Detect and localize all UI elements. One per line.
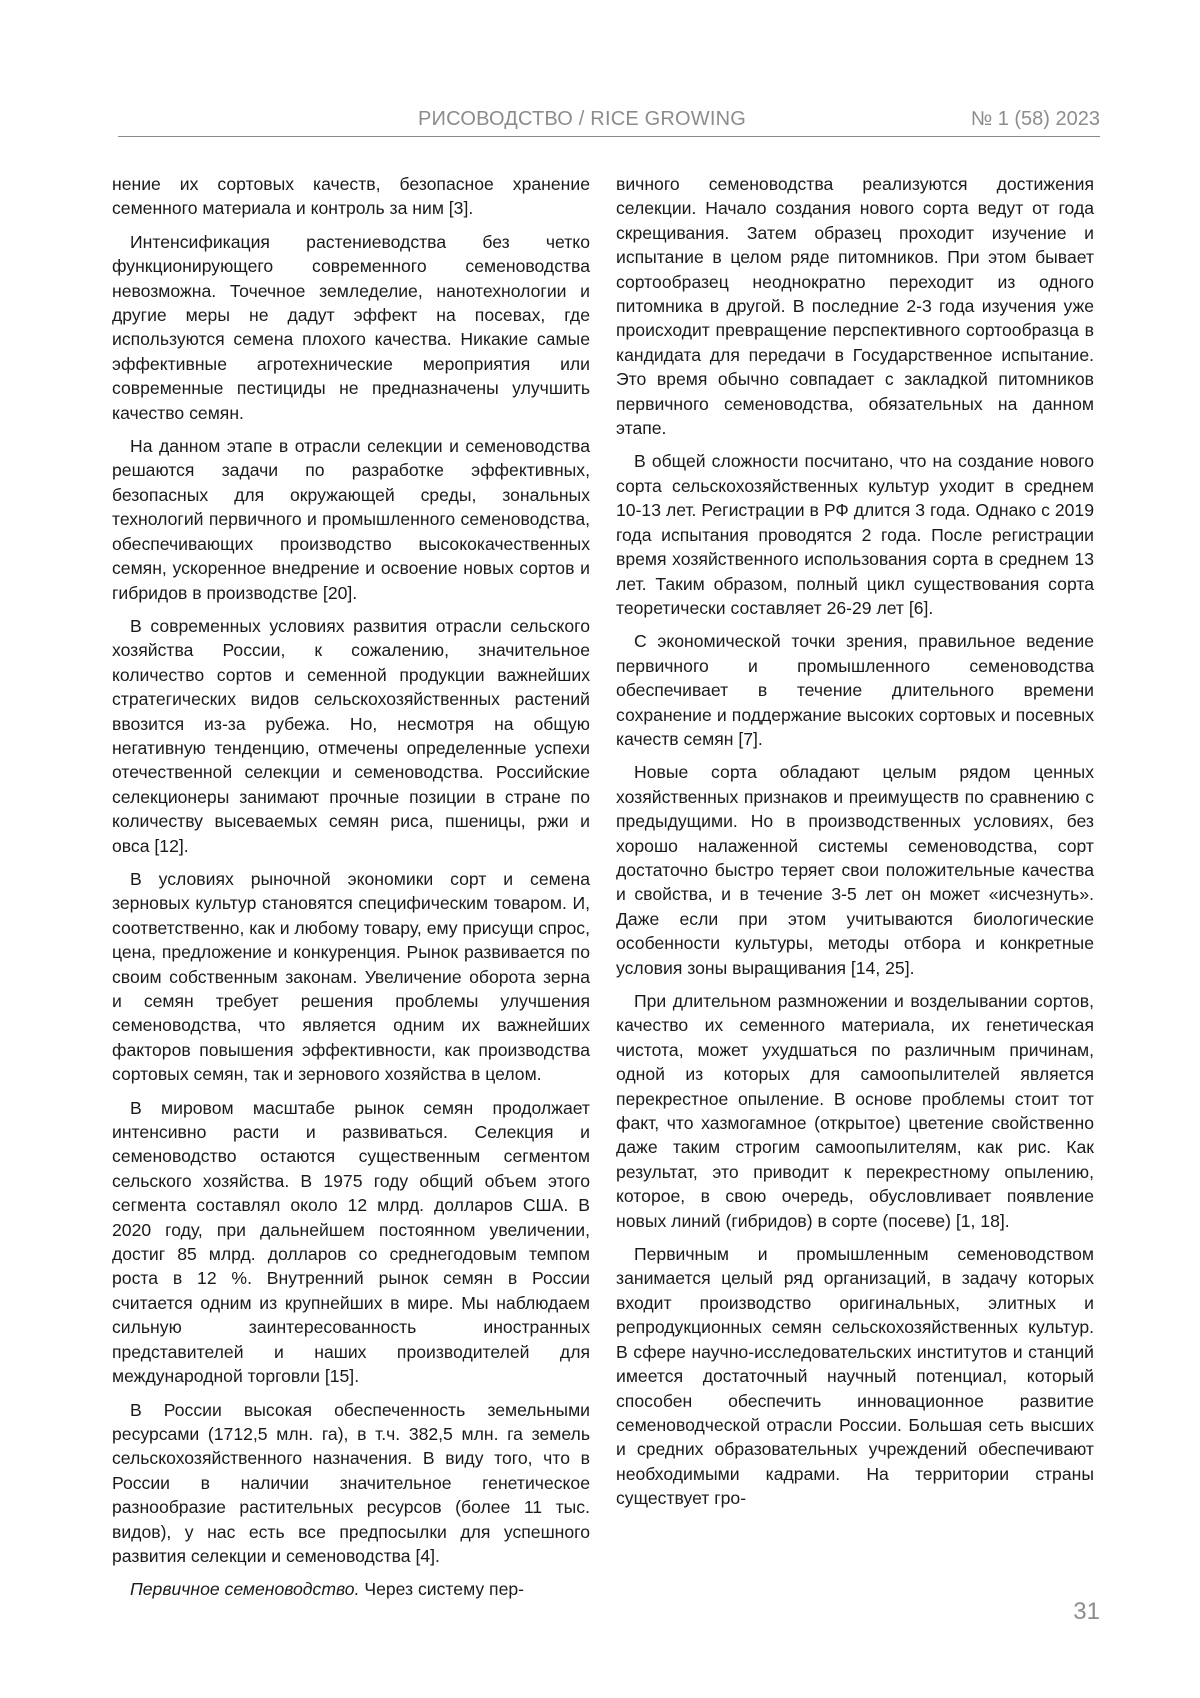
section-paragraph — [112, 1577, 590, 1601]
left-column — [112, 172, 590, 1611]
paragraph: На данном этапе в отрасли селекции и семеноводства решаются задачи по разработке эффективных, безопасных для окружающей среды, зональных технологий первичного и промышленного семеноводства, обеспечивающих производство высококачественных семян, ускоренное внедрение и освоение новых сортов и гибридов в производстве [20]. — [112, 436, 590, 603]
paragraph: В России высокая обеспеченность земельными ресурсами (1712,5 млн. га), в т.ч. 382,5 млн. га земель сельскохозяйственного назначения. В виду того, что в России в наличии значительное генетическое разнообразие растительных ресурсов (более 11 тыс. видов), у нас есть все предпосылки для успешного развития селекции и семеноводства [4]. — [112, 1399, 590, 1566]
paragraph: В условиях рыночной экономики сорт и семена зерновых культур становятся специфическим товаром. И, соответственно, как и любому товару, ему присущи спрос, цена, предложение и конкуренция. Рынок развивается по своим собственным законам. Увеличение оборота зерна и семян требует решения проблемы улучшения семеноводства, что является одним их важнейших факторов повышения эффективности, как производства сортовых семян, так и зернового хозяйства в целом. — [112, 868, 590, 1085]
paragraph: вичного семеноводства реализуются достижения селекции. Начало создания нового сорта ведут от года скрещивания. Затем образец проходит изучение и испытание в целом ряде питомников. При этом бывает сортообразец неоднократно переходит из одного питомника в другой. В последние 2-3 года изучения уже происходит превращение перспективного сортообразца в кандидата для передачи в Государственное испытание. Это время обычно совпадает с закладкой питомников первичного семеноводства, обязательных на данном этапе. — [616, 174, 1094, 439]
section-text: Через систему пер- — [359, 1579, 525, 1600]
paragraph: Новые сорта обладают целым рядом ценных хозяйственных признаков и преимуществ по сравнению с предыдущими. Но в производственных условиях, без хорошо налаженной системы семеноводства, сорт достаточно быстро теряет свои положительные качества и свойства, и в течение 3-5 лет он может «исчезнуть». Даже если при этом учитываются биологические особенности культуры, методы отбора и конкретные условия зоны выращивания [14, 25]. — [616, 762, 1094, 978]
paragraph: нение их сортовых качеств, безопасное хранение семенного материала и контроль за ним [3]. — [112, 174, 590, 219]
issue-number: № 1 (58) 2023 — [970, 108, 1100, 130]
paragraph: С экономической точки зрения, правильное ведение первичного и промышленного семеноводства обеспечивает в течение длительного времени сохранение и поддержание высоких сортовых и посевных качеств семян [7]. — [616, 631, 1094, 749]
paragraph: В мировом масштабе рынок семян продолжает интенсивно расти и развиваться. Селекция и семеноводство остаются существенным сегментом сельского хозяйства. В 1975 году общий объем этого сегмента составлял около 12 млрд. долларов США. В 2020 году, при дальнейшем постоянном увеличении, достиг 85 млрд. долларов со среднегодовым темпом роста в 12 %. Внутренний рынок семян в России считается одним из крупнейших в мире. Мы наблюдаем сильную заинтересованность иностранных представителей и наших производителей для международной торговли [15]. — [112, 1097, 590, 1387]
paragraph: В современных условиях развития отрасли сельского хозяйства России, к сожалению, значительное количество сортов и семенной продукции важнейших стратегических видов сельскохозяйственных растений ввозится из-за рубежа. Но, несмотря на общую негативную тенденцию, отмечены определенные успехи отечественной селекции и семеноводства. Российские селекционеры занимают прочные позиции в стране по количеству высеваемых семян риса, пшеницы, ржи и овса [12]. — [112, 615, 590, 856]
paragraph: При длительном размножении и возделывании сортов, качество их семенного материала, их генетическая чистота, может ухудшаться по различным причинам, одной из которых для самоопылителей является перекрестное опыление. В основе проблемы стоит тот факт, что хазмогамное (открытое) цветение свойственно даже таким строгим самоопылителям, как рис. Как результат, это приводит к перекрестному опылению, которое, в свою очередь, обусловливает появление новых линий (гибридов) в сорте (посеве) [1, 18]. — [616, 991, 1094, 1231]
running-title: РИСОВОДСТВО / RICE GROWING — [418, 108, 747, 130]
paragraph: Первичным и промышленным семеноводством занимается целый ряд организаций, в задачу которых входит производство оригинальных, элитных и репродукционных семян сельскохозяйственных культур. В сфере научно-исследовательских институтов и станций имеется достаточный научный потенциал, который способен обеспечить инновационное развитие семеноводческой отрасли России. Большая сеть высших и средних образовательных учреждений обеспечивают необходимыми кадрами. На территории страны существует гро- — [616, 1244, 1094, 1509]
page-header — [118, 102, 1100, 137]
section-heading: Первичное семеноводство. — [130, 1579, 360, 1600]
right-column — [616, 172, 1094, 1520]
paragraph: Интенсификация растениеводства без четко функционирующего современного семеноводства невозможна. Точечное земледелие, нанотехнологии и другие меры не дадут эффект на посевах, где используются семена плохого качества. Никакие самые эффективные агротехнические мероприятия или современные пестициды не предназначены улучшить качество семян. — [112, 231, 590, 423]
paragraph: В общей сложности посчитано, что на создание нового сорта сельскохозяйственных культур уходит в среднем 10-13 лет. Регистрации в РФ длится 3 года. Однако с 2019 года испытания проводятся 2 года. После регистрации время хозяйственного использования сорта в среднем 13 лет. Таким образом, полный цикл существования сорта теоретически составляет 26-29 лет [6]. — [616, 451, 1094, 618]
page-number: 31 — [1073, 1598, 1100, 1625]
